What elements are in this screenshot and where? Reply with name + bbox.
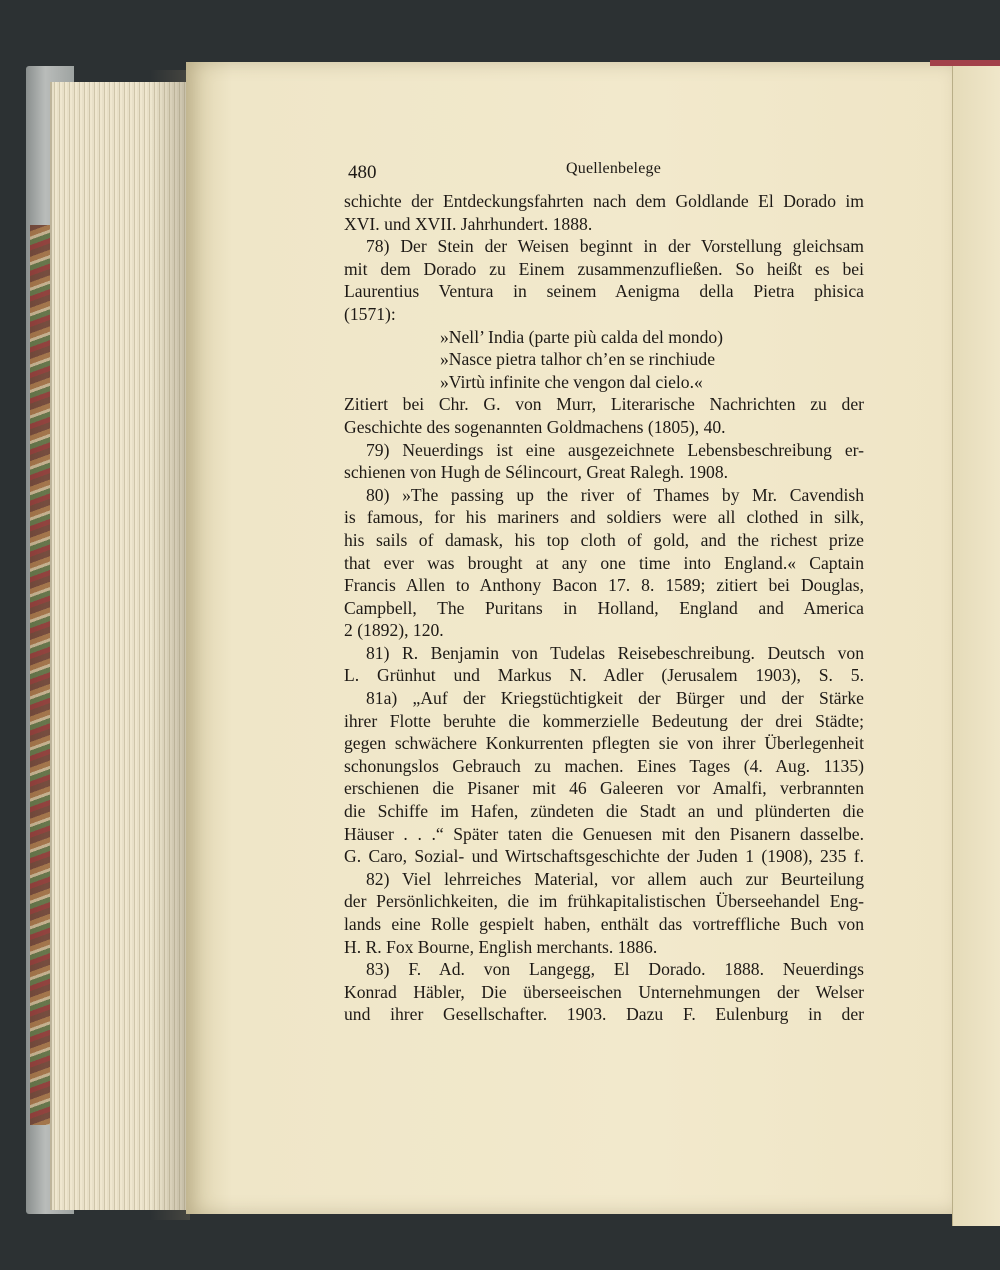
text-line: 81) R. Benjamin von Tudelas Reisebeschreibung. Deutsch von — [366, 642, 864, 663]
text-line: »Nell’ India (parte più calda del mondo) — [440, 326, 724, 347]
ribbon-edge — [930, 60, 1000, 66]
text-line: 81a) „Auf der Kriegstüchtigkeit der Bürger und der Stärke — [366, 688, 864, 709]
text-line: 2 (1892), 120. — [344, 620, 444, 641]
text-line: 79) Neuerdings ist eine ausgezeichnete Lebensbeschreibung er- — [366, 439, 864, 460]
text-line: 78) Der Stein der Weisen beginnt in der Vorstellung gleichsam — [366, 236, 864, 257]
text-line: schonungslos Gebrauch zu machen. Eines Tages (4. Aug. 1135) — [344, 755, 864, 776]
page-text-block — [344, 160, 864, 1026]
page-number: 480 — [348, 162, 377, 183]
text-line: Laurentius Ventura in seinem Aenigma della Pietra phisica — [344, 281, 864, 302]
text-line: 82) Viel lehrreiches Material, vor allem auch zur Beurteilung — [366, 868, 864, 889]
text-line: (1571): — [344, 303, 396, 324]
text-line: ihrer Flotte beruhte die kommerzielle Bedeutung der drei Städte; — [344, 710, 864, 731]
running-head: Quellenbelege — [566, 160, 661, 177]
text-line: Häuser . . .“ Später taten die Genuesen mit den Pisanern dasselbe. — [344, 823, 864, 844]
text-line: schienen von Hugh de Sélincourt, Great Ralegh. 1908. — [344, 462, 729, 483]
text-line: his sails of damask, his top cloth of gold, and the richest prize — [344, 529, 864, 550]
text-line: schichte der Entdeckungsfahrten nach dem Goldlande El Dorado im — [344, 191, 864, 211]
text-lines — [344, 190, 864, 1026]
text-line: XVI. und XVII. Jahrhundert. 1888. — [344, 213, 593, 234]
text-line: gegen schwächere Konkurrenten pflegten sie von ihrer Überlegenheit — [344, 733, 864, 754]
text-line: und ihrer Gesellschafter. 1903. Dazu F. Eulenburg in der — [344, 1004, 864, 1025]
text-line: that ever was brought at any one time into England.« Captain — [344, 552, 864, 573]
text-line: G. Caro, Sozial- und Wirtschaftsgeschichte der Juden 1 (1908), 235 f. — [344, 846, 864, 867]
text-line: »Nasce pietra talhor ch’en se rinchiude — [440, 349, 716, 370]
text-line: H. R. Fox Bourne, English merchants. 1886. — [344, 936, 658, 957]
text-line: 80) »The passing up the river of Thames by Mr. Cavendish — [366, 484, 864, 505]
text-line: die Schiffe im Hafen, zündeten die Stadt an und plünderten die — [344, 801, 864, 822]
text-line: Francis Allen to Anthony Bacon 17. 8. 1589; zitiert bei Douglas, — [344, 575, 864, 596]
text-line: Zitiert bei Chr. G. von Murr, Literarische Nachrichten zu der — [344, 394, 864, 415]
facing-page-edge — [952, 66, 1000, 1226]
text-line: L. Grünhut und Markus N. Adler (Jerusalem 1903), S. 5. — [344, 665, 864, 686]
text-line: mit dem Dorado zu Einem zusammenzufließen. So heißt es bei — [344, 258, 864, 279]
page-header — [344, 160, 864, 190]
text-line: der Persönlichkeiten, die im frühkapitalistischen Überseehandel Eng- — [344, 891, 864, 912]
text-line: is famous, for his mariners and soldiers were all clothed in silk, — [344, 507, 864, 528]
text-line: lands eine Rolle gespielt haben, enthält das vortreffliche Buch von — [344, 914, 864, 934]
text-line: »Virtù infinite che vengon dal cielo.« — [440, 371, 703, 392]
text-line: Geschichte des sogenannten Goldmachens (1805), 40. — [344, 416, 726, 437]
text-line: erschienen die Pisaner mit 46 Galeeren vor Amalfi, verbrannten — [344, 778, 864, 799]
gutter-shadow — [150, 70, 190, 1220]
text-line: 83) F. Ad. von Langegg, El Dorado. 1888. Neuerdings — [366, 959, 864, 980]
text-line: Campbell, The Puritans in Holland, England and America — [344, 597, 864, 618]
text-line: Konrad Häbler, Die überseeischen Unternehmungen der Welser — [344, 981, 864, 1002]
